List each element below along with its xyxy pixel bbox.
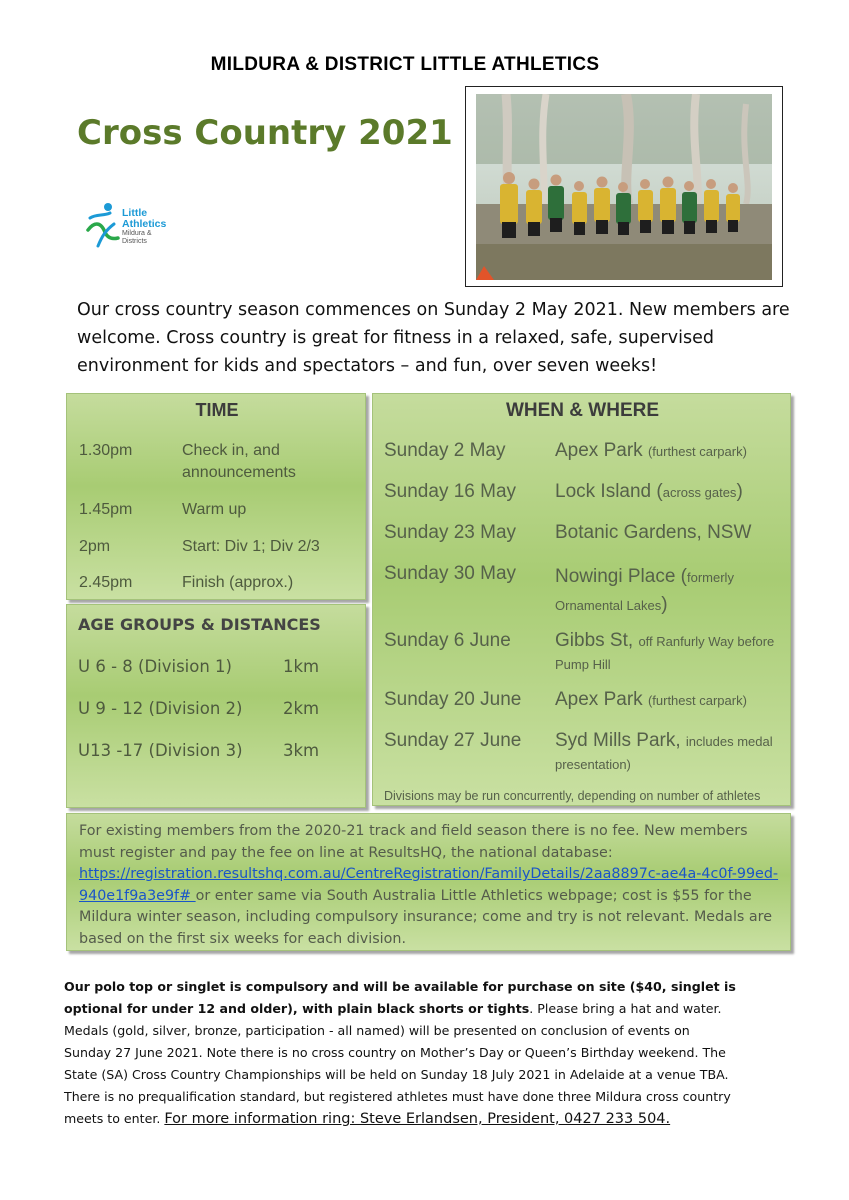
group-photo	[476, 94, 772, 280]
schedule-footnote: Divisions may be run concurrently, depending on number of athletes	[384, 789, 761, 803]
time-heading: TIME	[195, 400, 239, 420]
time-description: Check in, and announcements	[182, 442, 296, 481]
fee-box	[66, 813, 791, 951]
fee-text-continued: or enter same via South Australia Little Athletics webpage; cost is $55 for the Mildura winter season, including compulsory insurance; come and try is not relevant. Medals are based on the first six weeks for each division.	[79, 887, 773, 947]
fee-text: For existing members from the 2020-21 track and field season there is no fee. New members must register and pay the fee on line at ResultsHQ, the national database:	[79, 823, 748, 861]
time-value: 2pm	[79, 538, 111, 555]
time-box	[66, 393, 366, 600]
schedule-place: Apex Park (furthest carpark)	[555, 689, 747, 710]
schedule-day: Sunday 20 June	[384, 689, 522, 710]
schedule-place: Nowingi Place (formerly Ornamental Lakes)	[555, 566, 734, 615]
schedule-day: Sunday 6 June	[384, 630, 511, 651]
organization-heading: MILDURA & DISTRICT LITTLE ATHLETICS	[210, 54, 600, 75]
schedule-day: Sunday 16 May	[384, 481, 517, 502]
time-value: 1.45pm	[79, 501, 133, 518]
when-where-heading: WHEN & WHERE	[505, 400, 660, 421]
time-description: Warm up	[182, 501, 247, 518]
little-athletics-logo	[84, 200, 174, 252]
age-group-distance: 2km	[283, 699, 320, 718]
age-groups-box	[66, 604, 366, 808]
contact-info: For more information ring: Steve Erlandsen, President, 0427 233 504.	[164, 1111, 671, 1127]
age-group-label: U 9 - 12 (Division 2)	[78, 699, 243, 718]
logo-text-little: Little	[122, 207, 148, 219]
schedule-day: Sunday 2 May	[384, 440, 506, 461]
schedule-place: Botanic Gardens, NSW	[555, 522, 752, 543]
age-group-label: U13 -17 (Division 3)	[78, 741, 243, 760]
runner-logo-icon	[84, 200, 124, 250]
schedule-day: Sunday 30 May	[384, 563, 517, 584]
when-where-box	[372, 393, 791, 806]
schedule-day: Sunday 27 June	[384, 730, 522, 751]
time-description: Start: Div 1; Div 2/3	[182, 538, 320, 555]
age-group-label: U 6 - 8 (Division 1)	[78, 657, 232, 676]
age-group-distance: 1km	[283, 657, 320, 676]
registration-link[interactable]: https://registration.resultshq.com.au/CentreRegistration/FamilyDetails/2aa8897c-ae4a-4c0f-99ed-940e1f9a3e9f#	[79, 866, 779, 904]
schedule-place: Lock Island (across gates)	[555, 481, 743, 502]
schedule-place: Gibbs St, off Ranfurly Way before Pump Hill	[555, 630, 775, 672]
details-text: . Please bring a hat and water. Medals (gold, silver, bronze, participation - all named) will be presented on conclusion of events on Sunday 27 June 2021. Note there is no cross country on Mother’s Day or Queen’s Birthday weekend. The State (SA) Cross Country Championships will be held on Sunday 18 July 2021 in Adelaide at a venue TBA. There is no prequalification standard, but registered athletes must have done three Mildura cross country meets to enter.	[64, 1001, 731, 1126]
logo-text-athletics: Athletics	[122, 218, 167, 230]
logo-text-mildura: Mildura &	[122, 230, 152, 237]
age-group-distance: 3km	[283, 741, 320, 760]
uniform-paragraph	[64, 976, 736, 1130]
age-groups-heading: AGE GROUPS & DISTANCES	[78, 615, 321, 634]
fee-paragraph	[79, 821, 779, 950]
time-value: 1.30pm	[79, 442, 133, 459]
logo-text-districts: Districts	[122, 238, 147, 245]
intro-paragraph: Our cross country season commences on Sunday 2 May 2021. New members are welcome. Cross country is great for fitness in a relaxed, safe, supervised environment for kids and spectators – and fun, over seven weeks!	[77, 300, 790, 376]
time-description: Finish (approx.)	[182, 574, 294, 591]
page-title: Cross Country 2021	[77, 113, 453, 153]
schedule-day: Sunday 23 May	[384, 522, 517, 543]
schedule-place: Apex Park (furthest carpark)	[555, 440, 747, 461]
group-photo-frame	[465, 86, 783, 287]
time-value: 2.45pm	[79, 574, 133, 591]
uniform-requirement: Our polo top or singlet is compulsory and will be available for purchase on site ($40, singlet is optional for under 12 and older), with plain black shorts or tights	[64, 979, 736, 1016]
schedule-place: Syd Mills Park, includes medal presentation)	[555, 730, 773, 772]
